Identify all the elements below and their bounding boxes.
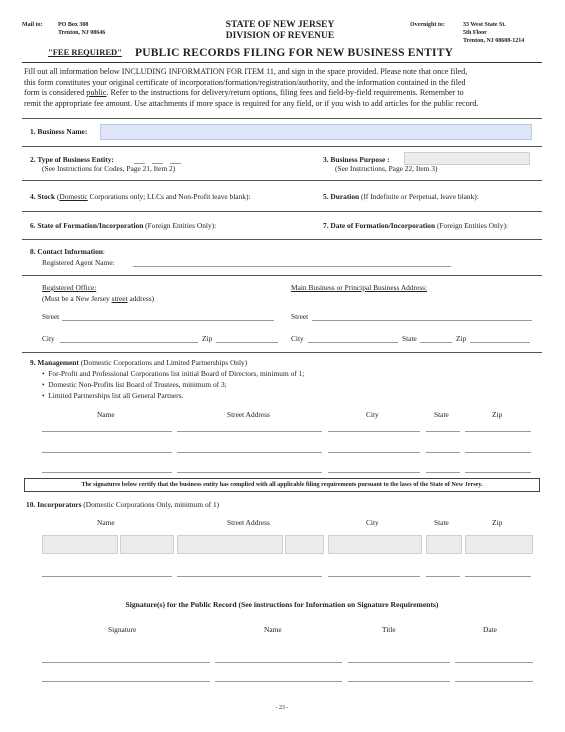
- divider-3: [22, 180, 542, 181]
- certification-box: [24, 478, 540, 492]
- mgmt-row2-street[interactable]: [177, 452, 322, 453]
- inc-row1-street-b[interactable]: [285, 535, 324, 554]
- divider-5: [22, 239, 542, 240]
- main-street-input[interactable]: [312, 320, 532, 321]
- item-7-label: 7. Date of Formation/Incorporation (Foreign Entities Only):: [323, 221, 508, 230]
- divider-7: [22, 352, 542, 353]
- item-4-label: 4. Stock (Domestic Corporations only; LLCs and Non-Profit leave blank):: [30, 192, 251, 201]
- sig-row1-signature[interactable]: [42, 662, 210, 663]
- sig-row1-title[interactable]: [348, 662, 450, 663]
- divider-6: [22, 275, 542, 276]
- overnight-line-1: 33 West State St.: [463, 22, 506, 28]
- intro-line-2: this form constitutes your original certificate of incorporation/formation/registration/authority, and the information contained in the filed: [24, 77, 466, 87]
- divider-1: [22, 118, 542, 119]
- reg-zip-input[interactable]: [216, 342, 278, 343]
- registered-office-note: (Must be a New Jersey street address): [42, 294, 155, 303]
- divider-4: [22, 211, 542, 212]
- title-rule: [22, 62, 542, 63]
- registered-office-label: Registered Office:: [42, 283, 97, 292]
- inc-row2-zip[interactable]: [465, 576, 531, 577]
- mail-to-line-1: PO Box 308: [58, 22, 89, 28]
- inc-row2-name[interactable]: [42, 576, 172, 577]
- sig-col-date: Date: [483, 625, 497, 634]
- mgmt-row2-state[interactable]: [426, 452, 460, 453]
- intro-line-3: form is considered public. Refer to the instructions for delivery/return options, filing fees and field-by-field requirements. Remember to: [24, 88, 464, 98]
- agency-line-1: STATE OF NEW JERSEY: [225, 20, 335, 30]
- mgmt-bullet-3: • Limited Partnerships list all General Partners.: [42, 391, 184, 400]
- inc-col-state: State: [434, 518, 449, 527]
- mgmt-col-zip: Zip: [492, 410, 503, 419]
- mgmt-row3-city[interactable]: [328, 472, 420, 473]
- inc-col-name: Name: [97, 518, 115, 527]
- inc-row2-street[interactable]: [177, 576, 322, 577]
- item-8-label: 8. Contact Information:: [30, 247, 105, 256]
- inc-row2-city[interactable]: [328, 576, 420, 577]
- business-name-input[interactable]: [100, 124, 532, 140]
- mgmt-col-name: Name: [97, 410, 115, 419]
- inc-row1-name-b[interactable]: [120, 535, 174, 554]
- mgmt-row3-street[interactable]: [177, 472, 322, 473]
- overnight-line-2: 5th Floor: [463, 30, 487, 36]
- item-6-label: 6. State of Formation/Incorporation (Foreign Entities Only):: [30, 221, 217, 230]
- mgmt-row1-name[interactable]: [42, 431, 172, 432]
- agent-name-label: Registered Agent Name:: [42, 258, 115, 267]
- main-zip-label: Zip: [456, 334, 467, 343]
- inc-row1-name-a[interactable]: [42, 535, 118, 554]
- sig-row2-date[interactable]: [455, 681, 533, 682]
- item-2-sub: (See Instructions for Codes, Page 21, Item 2): [42, 164, 176, 173]
- reg-city-label: City: [42, 334, 55, 343]
- mgmt-row2-name[interactable]: [42, 452, 172, 453]
- reg-zip-label: Zip: [202, 334, 213, 343]
- inc-col-zip: Zip: [492, 518, 503, 527]
- item-3-sub: (See Instructions, Page 22, Item 3): [335, 164, 438, 173]
- main-city-label: City: [291, 334, 304, 343]
- intro-line-4: remit the appropriate fee amount. Use attachments if more space is required for any field, or if you wish to add articles for the public record.: [24, 98, 479, 108]
- mgmt-row3-zip[interactable]: [465, 472, 531, 473]
- item-3-label: 3. Business Purpose :: [323, 155, 390, 164]
- fee-required-label: "FEE REQUIRED": [48, 47, 122, 57]
- sig-row2-title[interactable]: [348, 681, 450, 682]
- mgmt-row3-name[interactable]: [42, 472, 172, 473]
- sig-row1-name[interactable]: [215, 662, 342, 663]
- inc-col-street: Street Address: [227, 518, 270, 527]
- inc-col-city: City: [366, 518, 379, 527]
- page-title: PUBLIC RECORDS FILING FOR NEW BUSINESS ENTITY: [135, 47, 454, 59]
- main-state-input[interactable]: [420, 342, 452, 343]
- mgmt-row1-city[interactable]: [328, 431, 420, 432]
- signatures-title: Signature(s) for the Public Record (See instructions for Information on Signature Requirements): [125, 600, 439, 609]
- intro-line-1: Fill out all information below INCLUDING INFORMATION FOR ITEM 11, and sign in the space provided. Please note that once filed,: [24, 67, 468, 76]
- item-2-label: 2. Type of Business Entity:: [30, 155, 114, 164]
- main-address-label: Main Business or Principal Business Address:: [291, 283, 428, 292]
- mgmt-row2-zip[interactable]: [465, 452, 531, 453]
- sig-row2-signature[interactable]: [42, 681, 210, 682]
- item-1-label: 1. Business Name:: [30, 127, 88, 136]
- certification-text: The signatures below certify that the business entity has complied with all applicable filing requirements pursuant to the laws of the State of New Jersey.: [81, 481, 483, 488]
- overnight-line-3: Trenton, NJ 08608-1214: [463, 38, 525, 44]
- item-10-label: 10. Incorporators (Domestic Corporations Only, minimum of 1): [26, 500, 220, 509]
- sig-row2-name[interactable]: [215, 681, 342, 682]
- mgmt-row1-state[interactable]: [426, 431, 460, 432]
- main-state-label: State: [402, 334, 417, 343]
- inc-row1-zip[interactable]: [465, 535, 533, 554]
- sig-row1-date[interactable]: [455, 662, 533, 663]
- inc-row1-city[interactable]: [328, 535, 422, 554]
- agency-line-2: DIVISION OF REVENUE: [225, 31, 335, 41]
- item-9-label: 9. Management (Domestic Corporations and Limited Partnerships Only): [30, 358, 248, 367]
- divider-2: [22, 146, 542, 147]
- reg-street-label: Street: [42, 312, 60, 321]
- mail-to-label: Mail to:: [22, 22, 43, 28]
- inc-row1-street-a[interactable]: [177, 535, 283, 554]
- inc-row1-state[interactable]: [426, 535, 462, 554]
- mgmt-col-city: City: [366, 410, 379, 419]
- sig-col-title: Title: [382, 625, 396, 634]
- main-city-input[interactable]: [308, 342, 398, 343]
- mgmt-row1-zip[interactable]: [465, 431, 531, 432]
- intro-text: [24, 67, 544, 109]
- reg-city-input[interactable]: [60, 342, 198, 343]
- overnight-label: Overnight to:: [410, 22, 445, 28]
- sig-col-name: Name: [264, 625, 282, 634]
- mgmt-row2-city[interactable]: [328, 452, 420, 453]
- sig-col-signature: Signature: [108, 625, 137, 634]
- mgmt-bullet-2: • Domestic Non-Profits list Board of Trustees, minimum of 3;: [42, 380, 227, 389]
- mgmt-row1-street[interactable]: [177, 431, 322, 432]
- reg-street-input[interactable]: [62, 320, 274, 321]
- mgmt-col-street: Street Address: [227, 410, 270, 419]
- page-number: - 23 -: [275, 705, 289, 711]
- main-street-label: Street: [291, 312, 309, 321]
- inc-row2-state[interactable]: [426, 576, 460, 577]
- main-zip-input[interactable]: [470, 342, 530, 343]
- agent-name-input[interactable]: [133, 266, 451, 267]
- mgmt-row3-state[interactable]: [426, 472, 460, 473]
- mgmt-bullet-1: • For-Profit and Professional Corporations list initial Board of Directors, minimum of 1;: [42, 369, 305, 378]
- mgmt-col-state: State: [434, 410, 449, 419]
- mail-to-line-2: Trenton, NJ 08646: [58, 30, 106, 36]
- item-5-label: 5. Duration (If Indefinite or Perpetual, leave blank):: [323, 192, 479, 201]
